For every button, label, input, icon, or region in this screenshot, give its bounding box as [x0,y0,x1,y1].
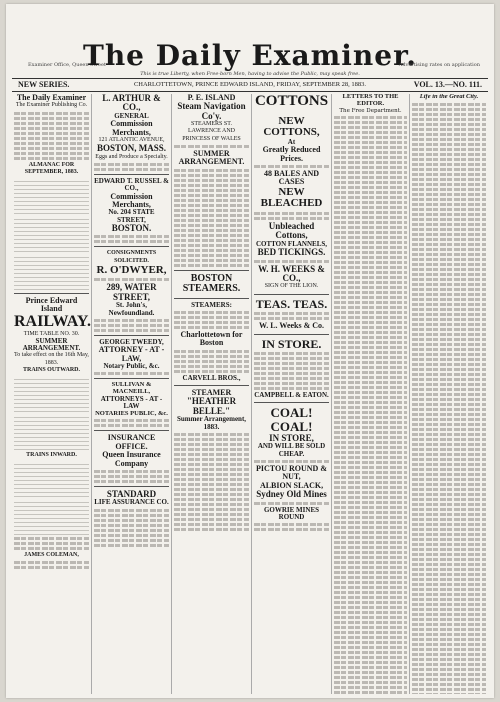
ad-pictou: PICTOU ROUND & NUT, [256,463,327,482]
ad-sign-lion: SIGN OF THE LION. [264,283,319,290]
ad-sydney: Sydney Old Mines [256,489,327,500]
ad-steamers-label: STEAMERS: [191,300,232,309]
ad-queen-insurance: Queen Insurance [102,450,161,460]
ad-tweedy-title: ATTORNEY - AT - LAW, [98,345,165,363]
ad-gowrie: GOWRIE MINES ROUND [263,505,320,521]
letters-heading: LETTERS TO THE EDITOR. [342,94,399,107]
ad-new-bleached: NEW BLEACHED [260,185,323,210]
left-ear: Examiner Office, Queen Street [28,62,106,68]
column-2 [92,94,172,694]
publisher-name: The Examiner Publishing Co. [15,102,88,109]
ad-arthur-city: BOSTON, MASS. [96,143,167,154]
ad-arthur-trade: Commission Merchants, [110,119,153,137]
right-ear: Advertising rates on application [398,62,480,68]
dateline: CHARLOTTETOWN, PRINCE EDWARD ISLAND, FRIDAY, SEPTEMBER 28, 1883. [133,81,367,88]
columns [12,94,488,694]
ad-odwyer-address: 289, WATER STREET, [106,282,157,302]
ad-tweedy-name: GEORGE TWEEDY, [99,337,164,346]
ad-summer-arrangement: SUMMER ARRANGEMENT. [178,148,245,167]
ad-heather-summer: Summer Arrangement, 1883. [176,415,247,431]
ad-boston-steamers: BOSTON STEAMERS. [182,272,241,295]
ad-albion: ALBION SLACK, [259,480,324,490]
ad-weeks-co: W. H. WEEKS & CO., [258,263,325,283]
ad-steam-island: P. E. ISLAND [187,94,236,102]
ad-steamers-names: STEAMERS ST. LAWRENCE AND [187,121,235,135]
ad-campbell-eaton: CAMPBELL & EATON. [254,391,329,400]
column-5 [332,94,410,694]
ad-sullivan-notaries: NOTARIES PUBLIC, &c. [95,409,168,417]
ad-coal: COAL! COAL! [270,405,313,435]
ad-arthur-specialty: Eggs and Produce a Specialty. [95,153,168,160]
trains-outward: TRAINS OUTWARD. [22,366,80,373]
railway-summer: SUMMER ARRANGEMENT. [22,336,81,353]
column-3 [172,94,252,694]
volume: VOL. 13.—NO. 111. [413,80,482,89]
ad-insurance-heading: INSURANCE OFFICE. [107,433,156,451]
newspaper-page [6,4,494,698]
ad-arthur-general: GENERAL [114,111,149,120]
ad-cottons-at: At [287,137,296,146]
ad-steamers-princess: PRINCESS OF WALES [182,135,241,142]
ad-queen-company: Company [114,458,149,468]
railway-heading-2: RAILWAY. [14,312,91,330]
almanac-heading: ALMANAC FOR SEPTEMBER, 1883. [24,161,79,175]
life-city-heading: Life in the Great City. [419,94,479,100]
ad-cotton-flannels: COTTON FLANNELS, [255,239,328,248]
railway-timetable: TIME TABLE NO. 30. [23,330,80,337]
ad-arthur-address: 121 ATLANTIC AVENUE, [98,137,165,143]
ad-in-store: IN STORE. [261,336,322,351]
ad-coal-in-store: IN STORE, [269,432,314,443]
railway-heading-1: Prince Edward Island [25,295,78,314]
ad-steamer-label: STEAMER [191,388,232,398]
ad-russel-trade: Commission Merchants, [110,191,153,209]
newspaper-title: The Daily Examiner. [82,39,417,72]
ad-wl-weeks: W. L. Weeks & Co. [258,321,325,331]
ad-unbleached: Unbleached Cottons, [268,220,315,241]
ad-russel-address: No. 204 STATE STREET, [108,208,155,224]
ad-carvell-bros: CARVELL BROS., [182,373,241,382]
ad-tweedy-notary: Notary Public, &c. [103,362,160,371]
column-4 [252,94,332,694]
ad-russel-name: EDWARD T. RUSSEL & CO., [94,176,169,193]
ad-cottons: COTTONS [254,94,329,109]
column-1 [12,94,92,694]
ad-new-cottons: NEW COTTONS, [263,114,320,139]
motto: This is true Liberty, when Free-born Men, having to advise the Public, may speak free. [140,71,360,77]
ad-standard: STANDARD [106,489,157,500]
ad-standard-life: LIFE ASSURANCE CO. [94,498,169,507]
ad-reduced-prices: Greatly Reduced Prices. [262,145,321,163]
ad-sullivan-name: SULLIVAN & MACNEILL, [111,381,152,396]
ad-heather-belle: "HEATHER BELLE." [186,396,237,416]
column-6 [410,94,488,694]
trains-inward: TRAINS INWARD. [26,451,77,458]
ad-russel-city: BOSTON. [111,222,152,233]
ad-charlottetown-boston: Charlottetown for Boston [180,329,243,348]
ad-sullivan-title: ATTORNEYS - AT - LAW [100,394,163,411]
ad-arthur-name: L. ARTHUR & CO., [102,94,161,113]
masthead [6,4,494,90]
railway-effect: To take effect on the 16th May, 1883. [14,352,89,366]
ad-bales-cases: 48 BALES AND CASES [263,168,320,187]
ad-steam-navigation: Steam Navigation Co'y. [177,101,246,121]
letters-subheading: The Free Department. [339,107,402,114]
ad-teas: TEAS. TEAS. [255,296,328,311]
ad-odwyer-name: R. O'DWYER, [96,263,167,276]
ad-odwyer-city: St. John's, Newfoundland. [108,301,155,317]
dateline-bar [12,78,488,92]
ad-sold-cheap: AND WILL BE SOLD CHEAP. [257,442,326,458]
railway-signature: JAMES COLEMAN, [24,552,79,559]
series: NEW SERIES. [18,80,70,89]
ad-consignments: CONSIGNMENTS SOLICITED. [106,250,157,264]
publisher-heading: The Daily Examiner [16,94,87,102]
ad-bed-tickings: BED TICKINGS. [257,247,326,258]
